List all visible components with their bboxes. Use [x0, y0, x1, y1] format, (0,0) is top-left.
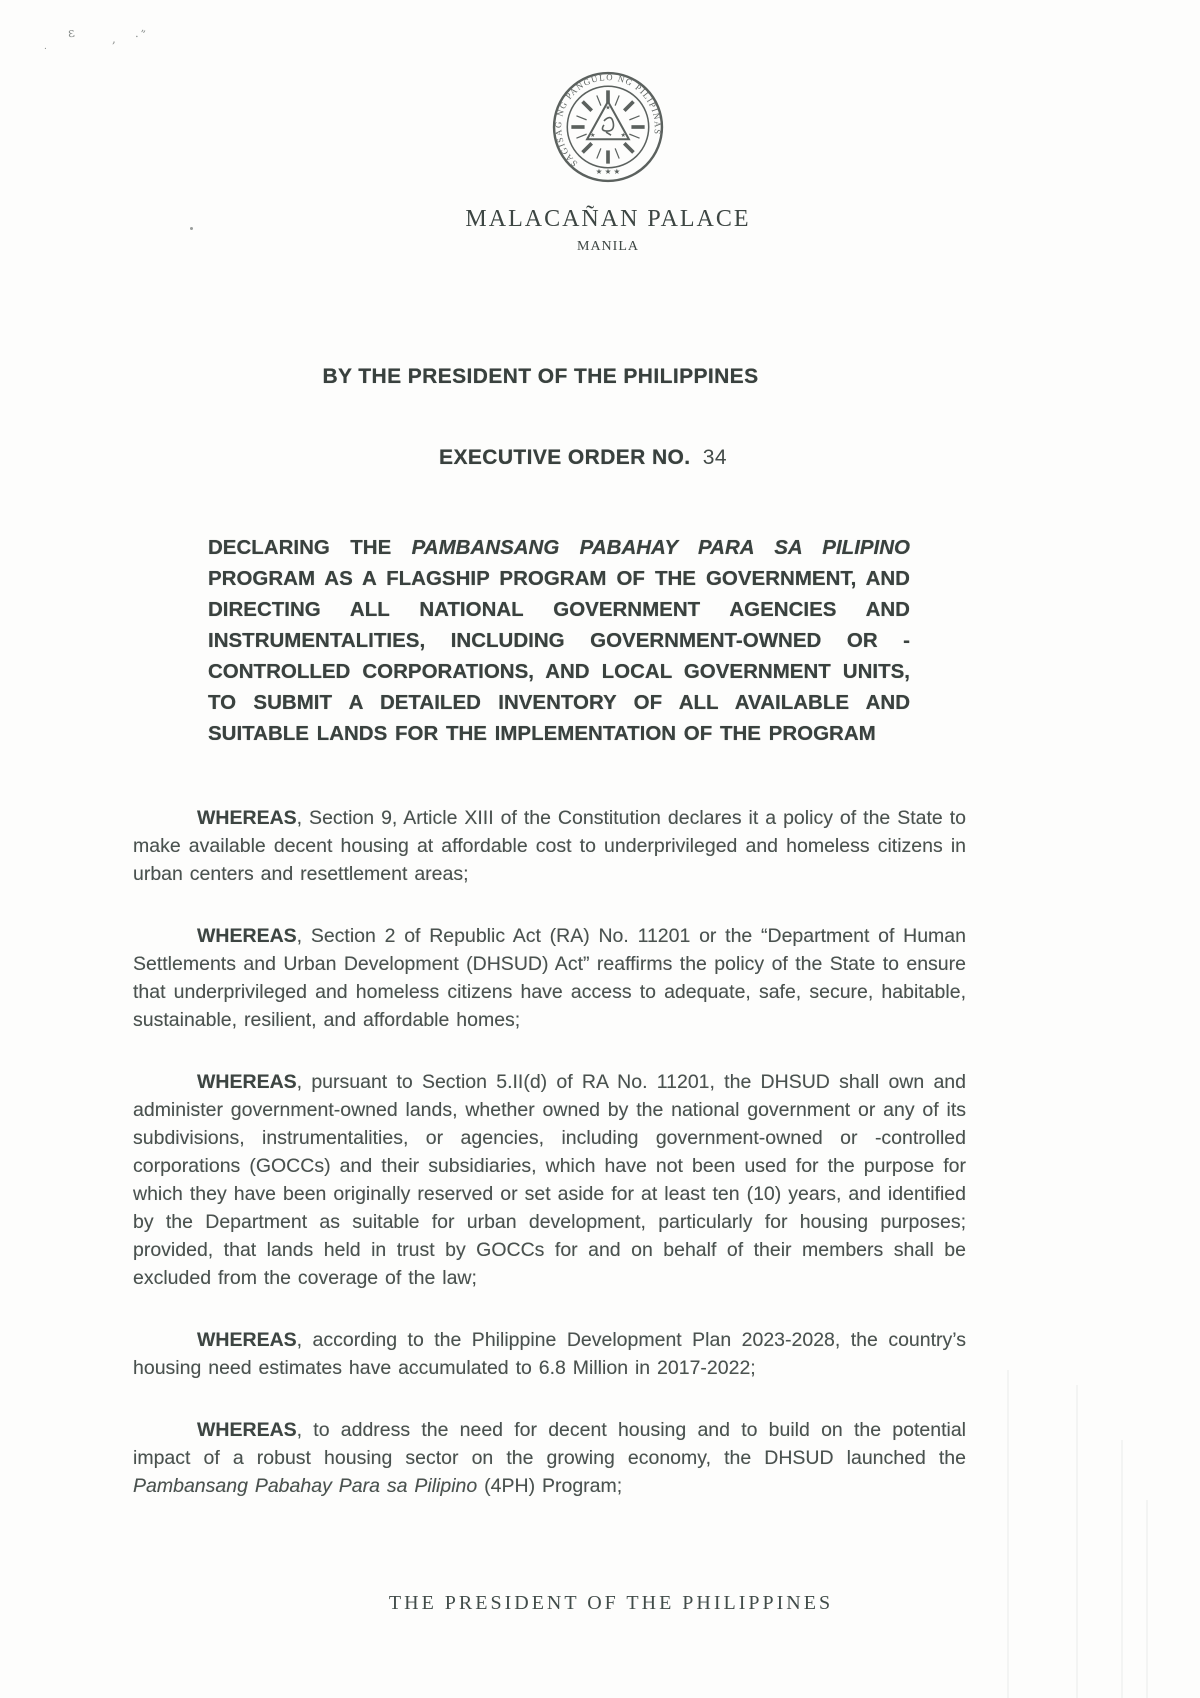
order-body	[133, 804, 966, 1534]
executive-order-heading	[133, 446, 1033, 470]
executive-order-label: EXECUTIVE ORDER NO.	[439, 446, 691, 469]
whereas-paragraph: WHEREAS, according to the Philippine Development Plan 2023-2028, the country’s housing need estimates have accumulated to 6.8 Million in 2017-2022;	[133, 1329, 966, 1379]
scan-streak	[1076, 1385, 1078, 1698]
whereas-paragraph: WHEREAS, Section 2 of Republic Act (RA) No. 11201 or the “Department of Human Settlements and Urban Development (DHSUD) Act” reaffirms the policy of the State to ensure that underprivileged and homeless citizens have access to adequate, safe, secure, habitable, sustainable, resilient, and affordable homes;	[133, 925, 966, 1031]
seal-circular-text: SAGISAG NG PANGULO NG PILIPINAS	[553, 72, 663, 169]
whereas-paragraph: WHEREAS, to address the need for decent housing and to build on the potential impact of a robust housing sector on the growing economy, the DHSUD launched the Pambansang Pabahay Para sa Pilipino (4PH) Program;	[133, 1419, 966, 1497]
whereas-paragraph: WHEREAS, pursuant to Section 5.II(d) of RA No. 11201, the DHSUD shall own and administer government-owned lands, whether owned by the national government or any of its subdivisions, instrumentalities, or agencies, including government-owned or -controlled corporations (GOCCs) and their subsidiaries, which have not been used for the purpose for which they have been originally reserved or set aside for at least ten (10) years, and identified by the Department as suitable for urban development, particularly for housing purposes; provided, that lands held in trust by GOCCs for and on behalf of their members shall be excluded from the coverage of the law;	[133, 1071, 966, 1289]
letterhead-palace: MALACAÑAN PALACE	[465, 206, 751, 232]
scan-streak	[1121, 1440, 1123, 1698]
pen-mark: .ʺ	[134, 26, 147, 43]
whereas-paragraph: WHEREAS, Section 9, Article XIII of the Constitution declares it a policy of the State to make available decent housing at affordable cost to underprivileged and homeless citizens in urban centers and resettlement areas;	[133, 807, 966, 885]
scan-streak	[1007, 1370, 1009, 1698]
seal-stars: ★ ★ ★	[595, 166, 621, 176]
letterhead-city: MANILA	[577, 239, 639, 254]
scan-streak	[1146, 1500, 1148, 1698]
pen-mark: .	[44, 42, 47, 52]
svg-text:★: ★	[605, 104, 611, 112]
executive-order-number: 34	[702, 446, 727, 469]
presidential-seal-icon	[551, 70, 665, 184]
scan-speckle	[190, 227, 193, 230]
svg-text:★: ★	[620, 132, 627, 140]
order-title: DECLARING THE PAMBANSANG PABAHAY PARA SA PILIPINO PROGRAM AS A FLAGSHIP PROGRAM OF THE GOVERNMENT, AND DIRECTING ALL NATIONAL GOVERNMENT AGENCIES AND INSTRUMENTALITIES, INCLUDING GOVERNMENT-OWNED OR -CONTROLLED CORPORATIONS, AND LOCAL GOVERNMENT UNITS, TO SUBMIT A DETAILED INVENTORY OF ALL AVAILABLE AND SUITABLE LANDS FOR THE IMPLEMENTATION OF THE PROGRAM	[208, 536, 911, 745]
page-footer: THE PRESIDENT OF THE PHILIPPINES	[388, 1592, 834, 1614]
by-the-president-heading: BY THE PRESIDENT OF THE PHILIPPINES	[322, 365, 759, 388]
letterhead	[208, 206, 1008, 255]
pen-mark: ɛ	[66, 25, 76, 42]
pen-mark: ,	[112, 32, 116, 46]
svg-text:★: ★	[589, 132, 596, 140]
